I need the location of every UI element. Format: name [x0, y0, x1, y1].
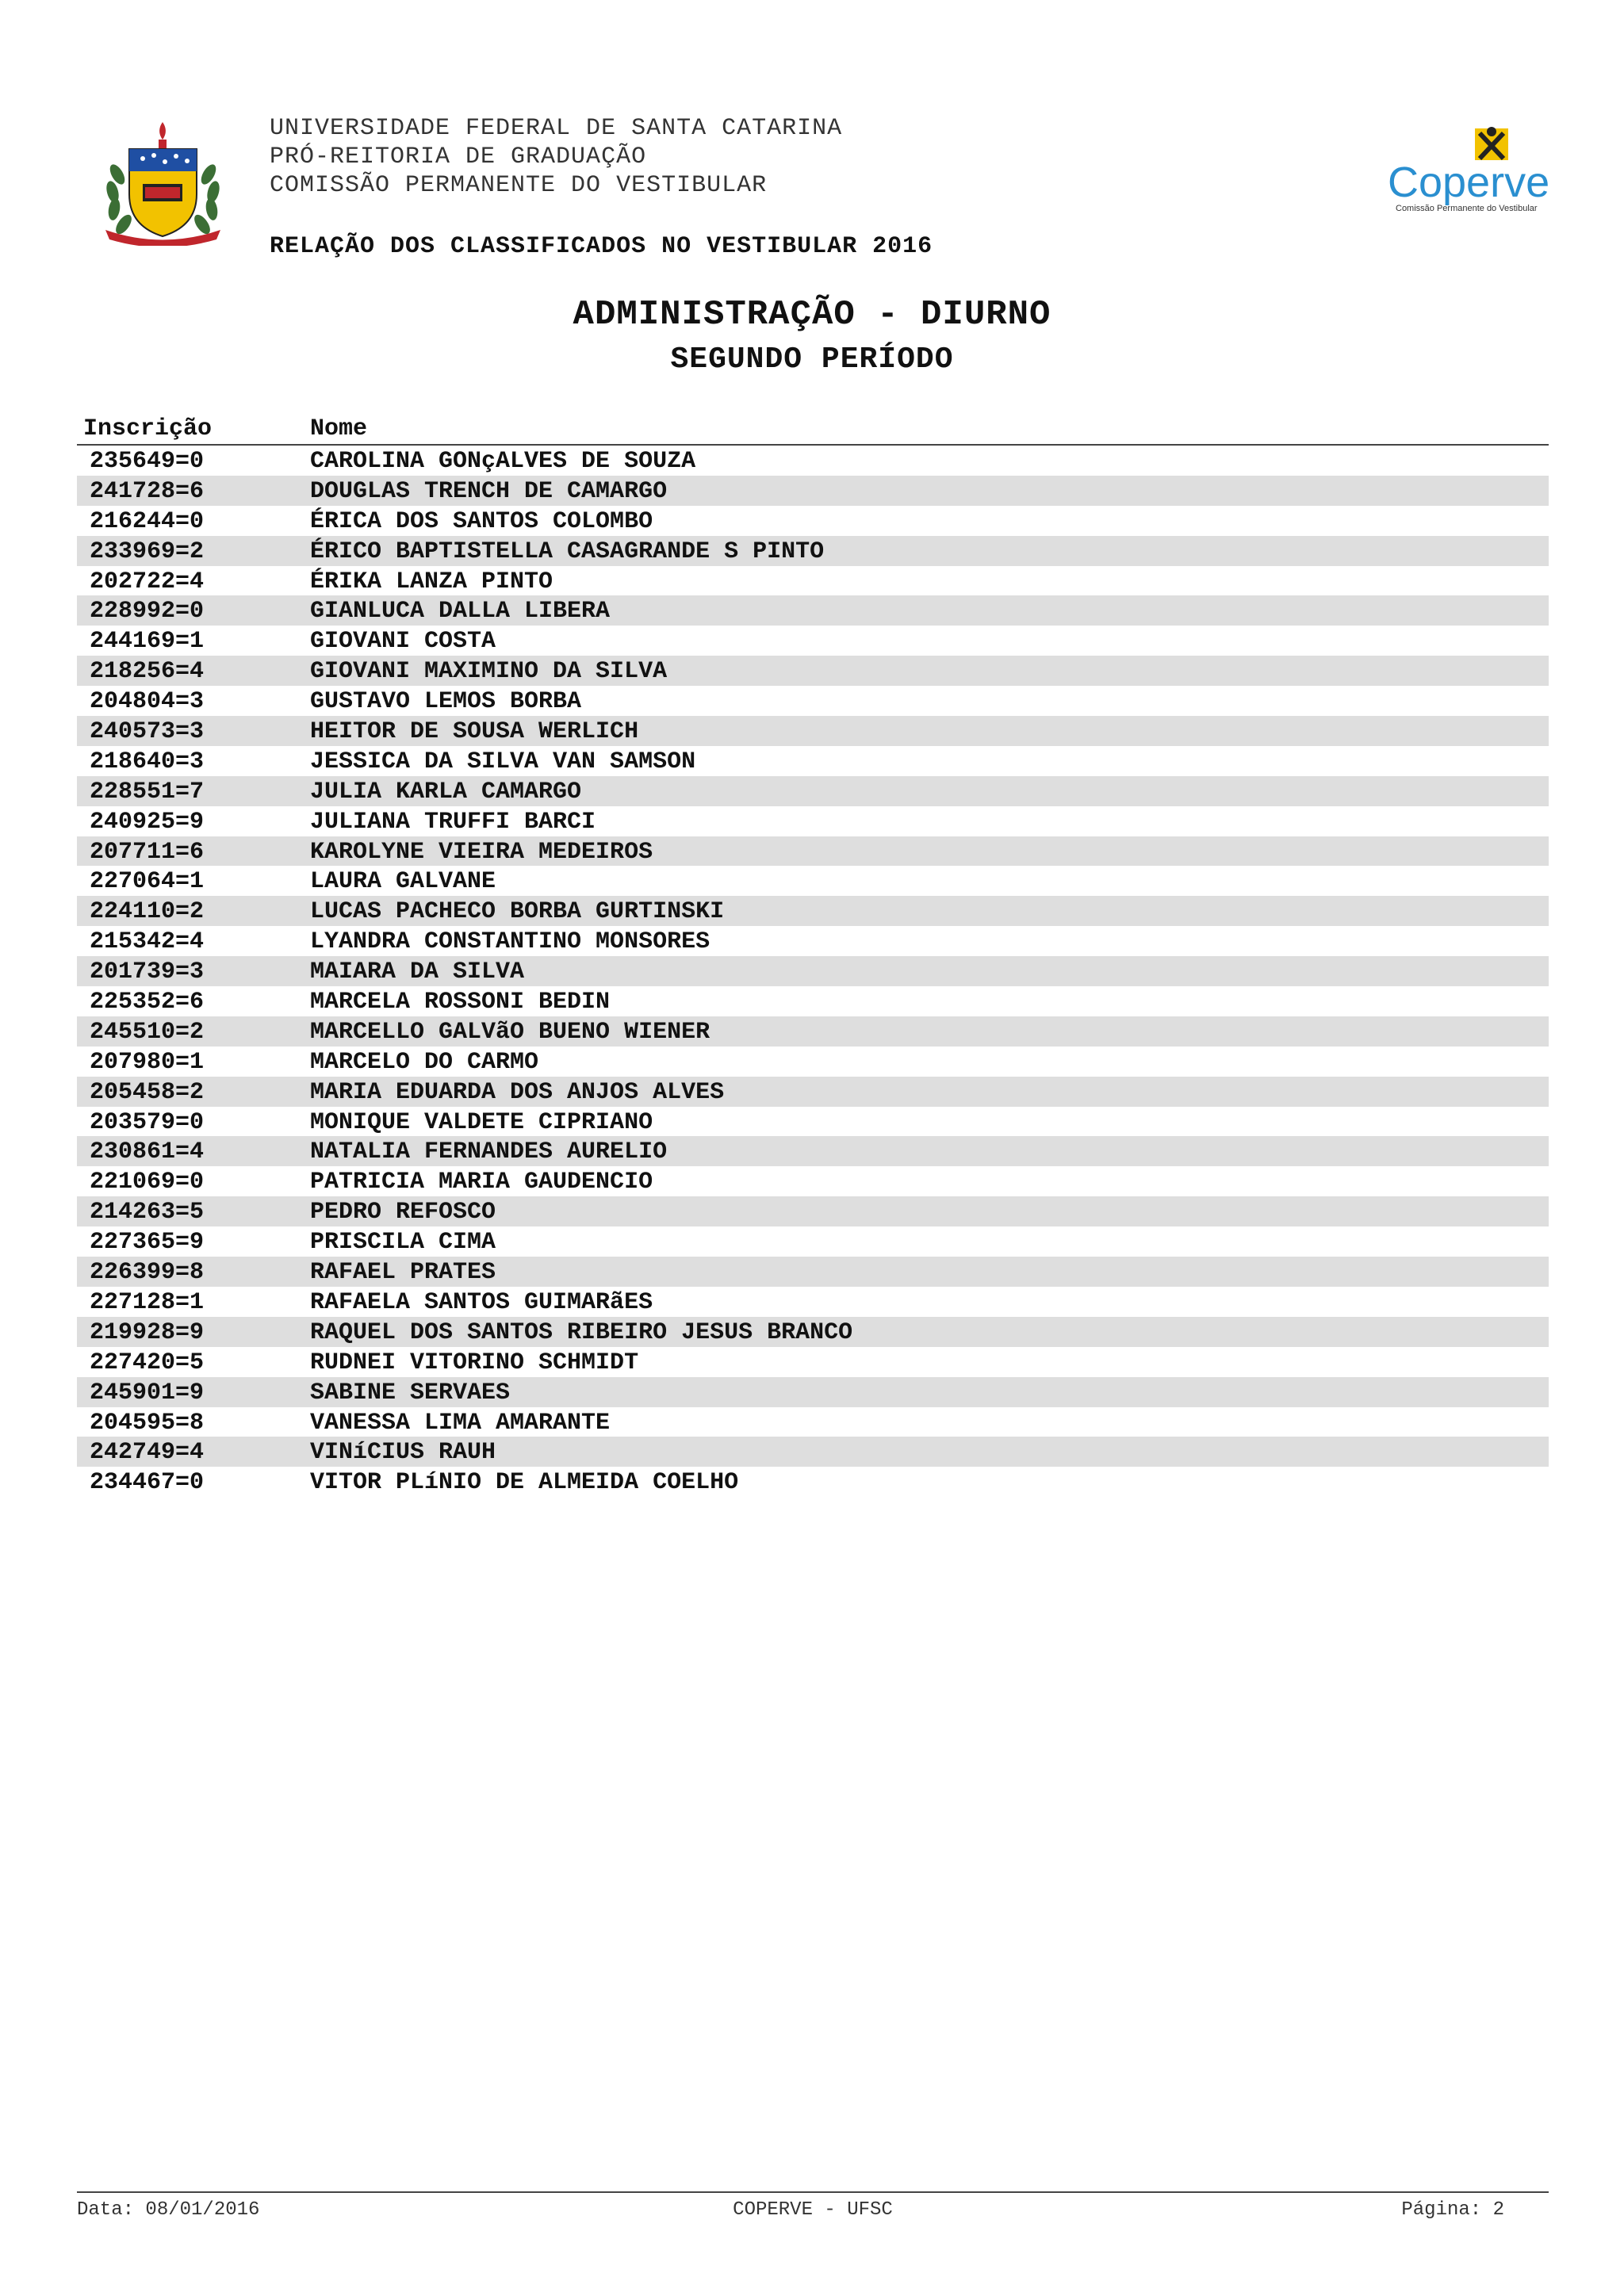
nome-cell: SABINE SERVAES: [310, 1379, 511, 1406]
nome-cell: PATRICIA MARIA GAUDENCIO: [310, 1169, 653, 1196]
university-name: UNIVERSIDADE FEDERAL DE SANTA CATARINA: [270, 115, 843, 142]
nome-cell: MARIA EDUARDA DOS ANJOS ALVES: [310, 1078, 725, 1106]
coperve-logo-text: Coperve: [1388, 159, 1550, 206]
nome-cell: VANESSA LIMA AMARANTE: [310, 1409, 611, 1437]
nome-cell: ÉRICO BAPTISTELLA CASAGRANDE S PINTO: [310, 538, 825, 565]
table-row: [77, 1467, 1549, 1497]
inscricao-cell: 227064=1: [90, 868, 205, 896]
nome-cell: MONIQUE VALDETE CIPRIANO: [310, 1108, 653, 1136]
table-row: [77, 806, 1549, 836]
inscricao-cell: 227365=9: [90, 1229, 205, 1257]
table-row: [77, 446, 1549, 476]
inscricao-cell: 207980=1: [90, 1048, 205, 1076]
nome-cell: PRISCILA CIMA: [310, 1229, 496, 1257]
column-header-nome: Nome: [310, 415, 368, 442]
coperve-logo-subtext: Comissão Permanente do Vestibular: [1396, 204, 1538, 213]
table-row: [77, 626, 1549, 656]
nome-cell: KAROLYNE VIEIRA MEDEIROS: [310, 838, 653, 866]
inscricao-cell: 205458=2: [90, 1078, 205, 1106]
table-row: [77, 656, 1549, 686]
ufsc-crest-logo: [94, 119, 232, 246]
table-row: [77, 566, 1549, 596]
table-row: [77, 1347, 1549, 1377]
table-row: [77, 476, 1549, 506]
nome-cell: JULIA KARLA CAMARGO: [310, 778, 582, 806]
inscricao-cell: 245901=9: [90, 1379, 205, 1406]
nome-cell: RUDNEI VITORINO SCHMIDT: [310, 1349, 639, 1376]
nome-cell: GIOVANI COSTA: [310, 628, 496, 656]
inscricao-cell: 228992=0: [90, 598, 205, 626]
inscricao-cell: 214263=5: [90, 1199, 205, 1226]
table-row: [77, 1196, 1549, 1226]
inscricao-cell: 235649=0: [90, 448, 205, 475]
table-body: [77, 446, 1549, 1497]
inscricao-cell: 240573=3: [90, 718, 205, 746]
inscricao-cell: 204595=8: [90, 1409, 205, 1437]
nome-cell: GIOVANI MAXIMINO DA SILVA: [310, 658, 668, 686]
nome-cell: MARCELLO GALVãO BUENO WIENER: [310, 1018, 710, 1046]
pro-rectory-name: PRÓ-REITORIA DE GRADUAÇÃO: [270, 144, 647, 170]
document-title: RELAÇÃO DOS CLASSIFICADOS NO VESTIBULAR 2016: [270, 233, 933, 260]
table-row: [77, 1077, 1549, 1107]
nome-cell: MARCELO DO CARMO: [310, 1048, 539, 1076]
inscricao-cell: 230861=4: [90, 1138, 205, 1166]
classified-table: [77, 412, 1549, 1497]
page-footer: [77, 2191, 1549, 2225]
table-row: [77, 956, 1549, 986]
course-title: ADMINISTRAÇÃO - DIURNO: [573, 295, 1051, 335]
column-header-inscricao: Inscrição: [83, 415, 213, 442]
inscricao-cell: 234467=0: [90, 1469, 205, 1497]
commission-name: COMISSÃO PERMANENTE DO VESTIBULAR: [270, 172, 768, 199]
table-row: [77, 836, 1549, 867]
table-row: [77, 506, 1549, 536]
nome-cell: ÉRICA DOS SANTOS COLOMBO: [310, 507, 653, 535]
inscricao-cell: 201739=3: [90, 959, 205, 986]
institution-header: [270, 114, 842, 200]
inscricao-cell: 215342=4: [90, 928, 205, 956]
inscricao-cell: 202722=4: [90, 568, 205, 595]
inscricao-cell: 242749=4: [90, 1439, 205, 1467]
inscricao-cell: 204804=3: [90, 688, 205, 716]
table-row: [77, 776, 1549, 806]
table-row: [77, 1226, 1549, 1257]
inscricao-cell: 233969=2: [90, 538, 205, 565]
inscricao-cell: 228551=7: [90, 778, 205, 806]
nome-cell: ÉRIKA LANZA PINTO: [310, 568, 553, 595]
period-title: SEGUNDO PERÍODO: [670, 342, 954, 377]
inscricao-cell: 219928=9: [90, 1318, 205, 1346]
table-row: [77, 716, 1549, 746]
inscricao-cell: 227420=5: [90, 1349, 205, 1376]
inscricao-cell: 226399=8: [90, 1259, 205, 1287]
nome-cell: RAQUEL DOS SANTOS RIBEIRO JESUS BRANCO: [310, 1318, 853, 1346]
table-row: [77, 1047, 1549, 1077]
nome-cell: CAROLINA GONçALVES DE SOUZA: [310, 448, 696, 475]
nome-cell: VITOR PLíNIO DE ALMEIDA COELHO: [310, 1469, 739, 1497]
table-row: [77, 1136, 1549, 1166]
nome-cell: MAIARA DA SILVA: [310, 959, 525, 986]
nome-cell: RAFAELA SANTOS GUIMARãES: [310, 1288, 653, 1316]
table-row: [77, 1166, 1549, 1196]
table-row: [77, 1287, 1549, 1317]
inscricao-cell: 227128=1: [90, 1288, 205, 1316]
table-row: [77, 1016, 1549, 1047]
table-row: [77, 1317, 1549, 1347]
table-row: [77, 1437, 1549, 1467]
inscricao-cell: 203579=0: [90, 1108, 205, 1136]
table-row: [77, 1107, 1549, 1137]
nome-cell: VINíCIUS RAUH: [310, 1439, 496, 1467]
inscricao-cell: 218640=3: [90, 748, 205, 775]
table-row: [77, 595, 1549, 626]
inscricao-cell: 216244=0: [90, 507, 205, 535]
nome-cell: LYANDRA CONSTANTINO MONSORES: [310, 928, 710, 956]
nome-cell: JESSICA DA SILVA VAN SAMSON: [310, 748, 696, 775]
table-row: [77, 536, 1549, 566]
coperve-logo: [1380, 127, 1554, 214]
nome-cell: MARCELA ROSSONI BEDIN: [310, 989, 611, 1016]
table-row: [77, 866, 1549, 896]
inscricao-cell: 221069=0: [90, 1169, 205, 1196]
inscricao-cell: 244169=1: [90, 628, 205, 656]
nome-cell: HEITOR DE SOUSA WERLICH: [310, 718, 639, 746]
nome-cell: GUSTAVO LEMOS BORBA: [310, 688, 582, 716]
table-row: [77, 1377, 1549, 1407]
nome-cell: PEDRO REFOSCO: [310, 1199, 496, 1226]
table-row: [77, 746, 1549, 776]
table-row: [77, 686, 1549, 716]
table-row: [77, 896, 1549, 926]
table-row: [77, 926, 1549, 956]
inscricao-cell: 241728=6: [90, 477, 205, 505]
inscricao-cell: 224110=2: [90, 898, 205, 926]
inscricao-cell: 207711=6: [90, 838, 205, 866]
table-header: [77, 412, 1549, 446]
nome-cell: LUCAS PACHECO BORBA GURTINSKI: [310, 898, 725, 926]
nome-cell: RAFAEL PRATES: [310, 1259, 496, 1287]
nome-cell: DOUGLAS TRENCH DE CAMARGO: [310, 477, 668, 505]
table-row: [77, 1407, 1549, 1437]
inscricao-cell: 245510=2: [90, 1018, 205, 1046]
inscricao-cell: 240925=9: [90, 808, 205, 836]
footer-date: Data: 08/01/2016: [77, 2199, 260, 2221]
nome-cell: NATALIA FERNANDES AURELIO: [310, 1138, 668, 1166]
nome-cell: LAURA GALVANE: [310, 868, 496, 896]
nome-cell: GIANLUCA DALLA LIBERA: [310, 598, 611, 626]
nome-cell: JULIANA TRUFFI BARCI: [310, 808, 596, 836]
footer-center: COPERVE - UFSC: [733, 2199, 893, 2221]
inscricao-cell: 218256=4: [90, 658, 205, 686]
table-row: [77, 1257, 1549, 1287]
table-row: [77, 986, 1549, 1016]
footer-page-number: Página: 2: [1401, 2199, 1504, 2221]
inscricao-cell: 225352=6: [90, 989, 205, 1016]
